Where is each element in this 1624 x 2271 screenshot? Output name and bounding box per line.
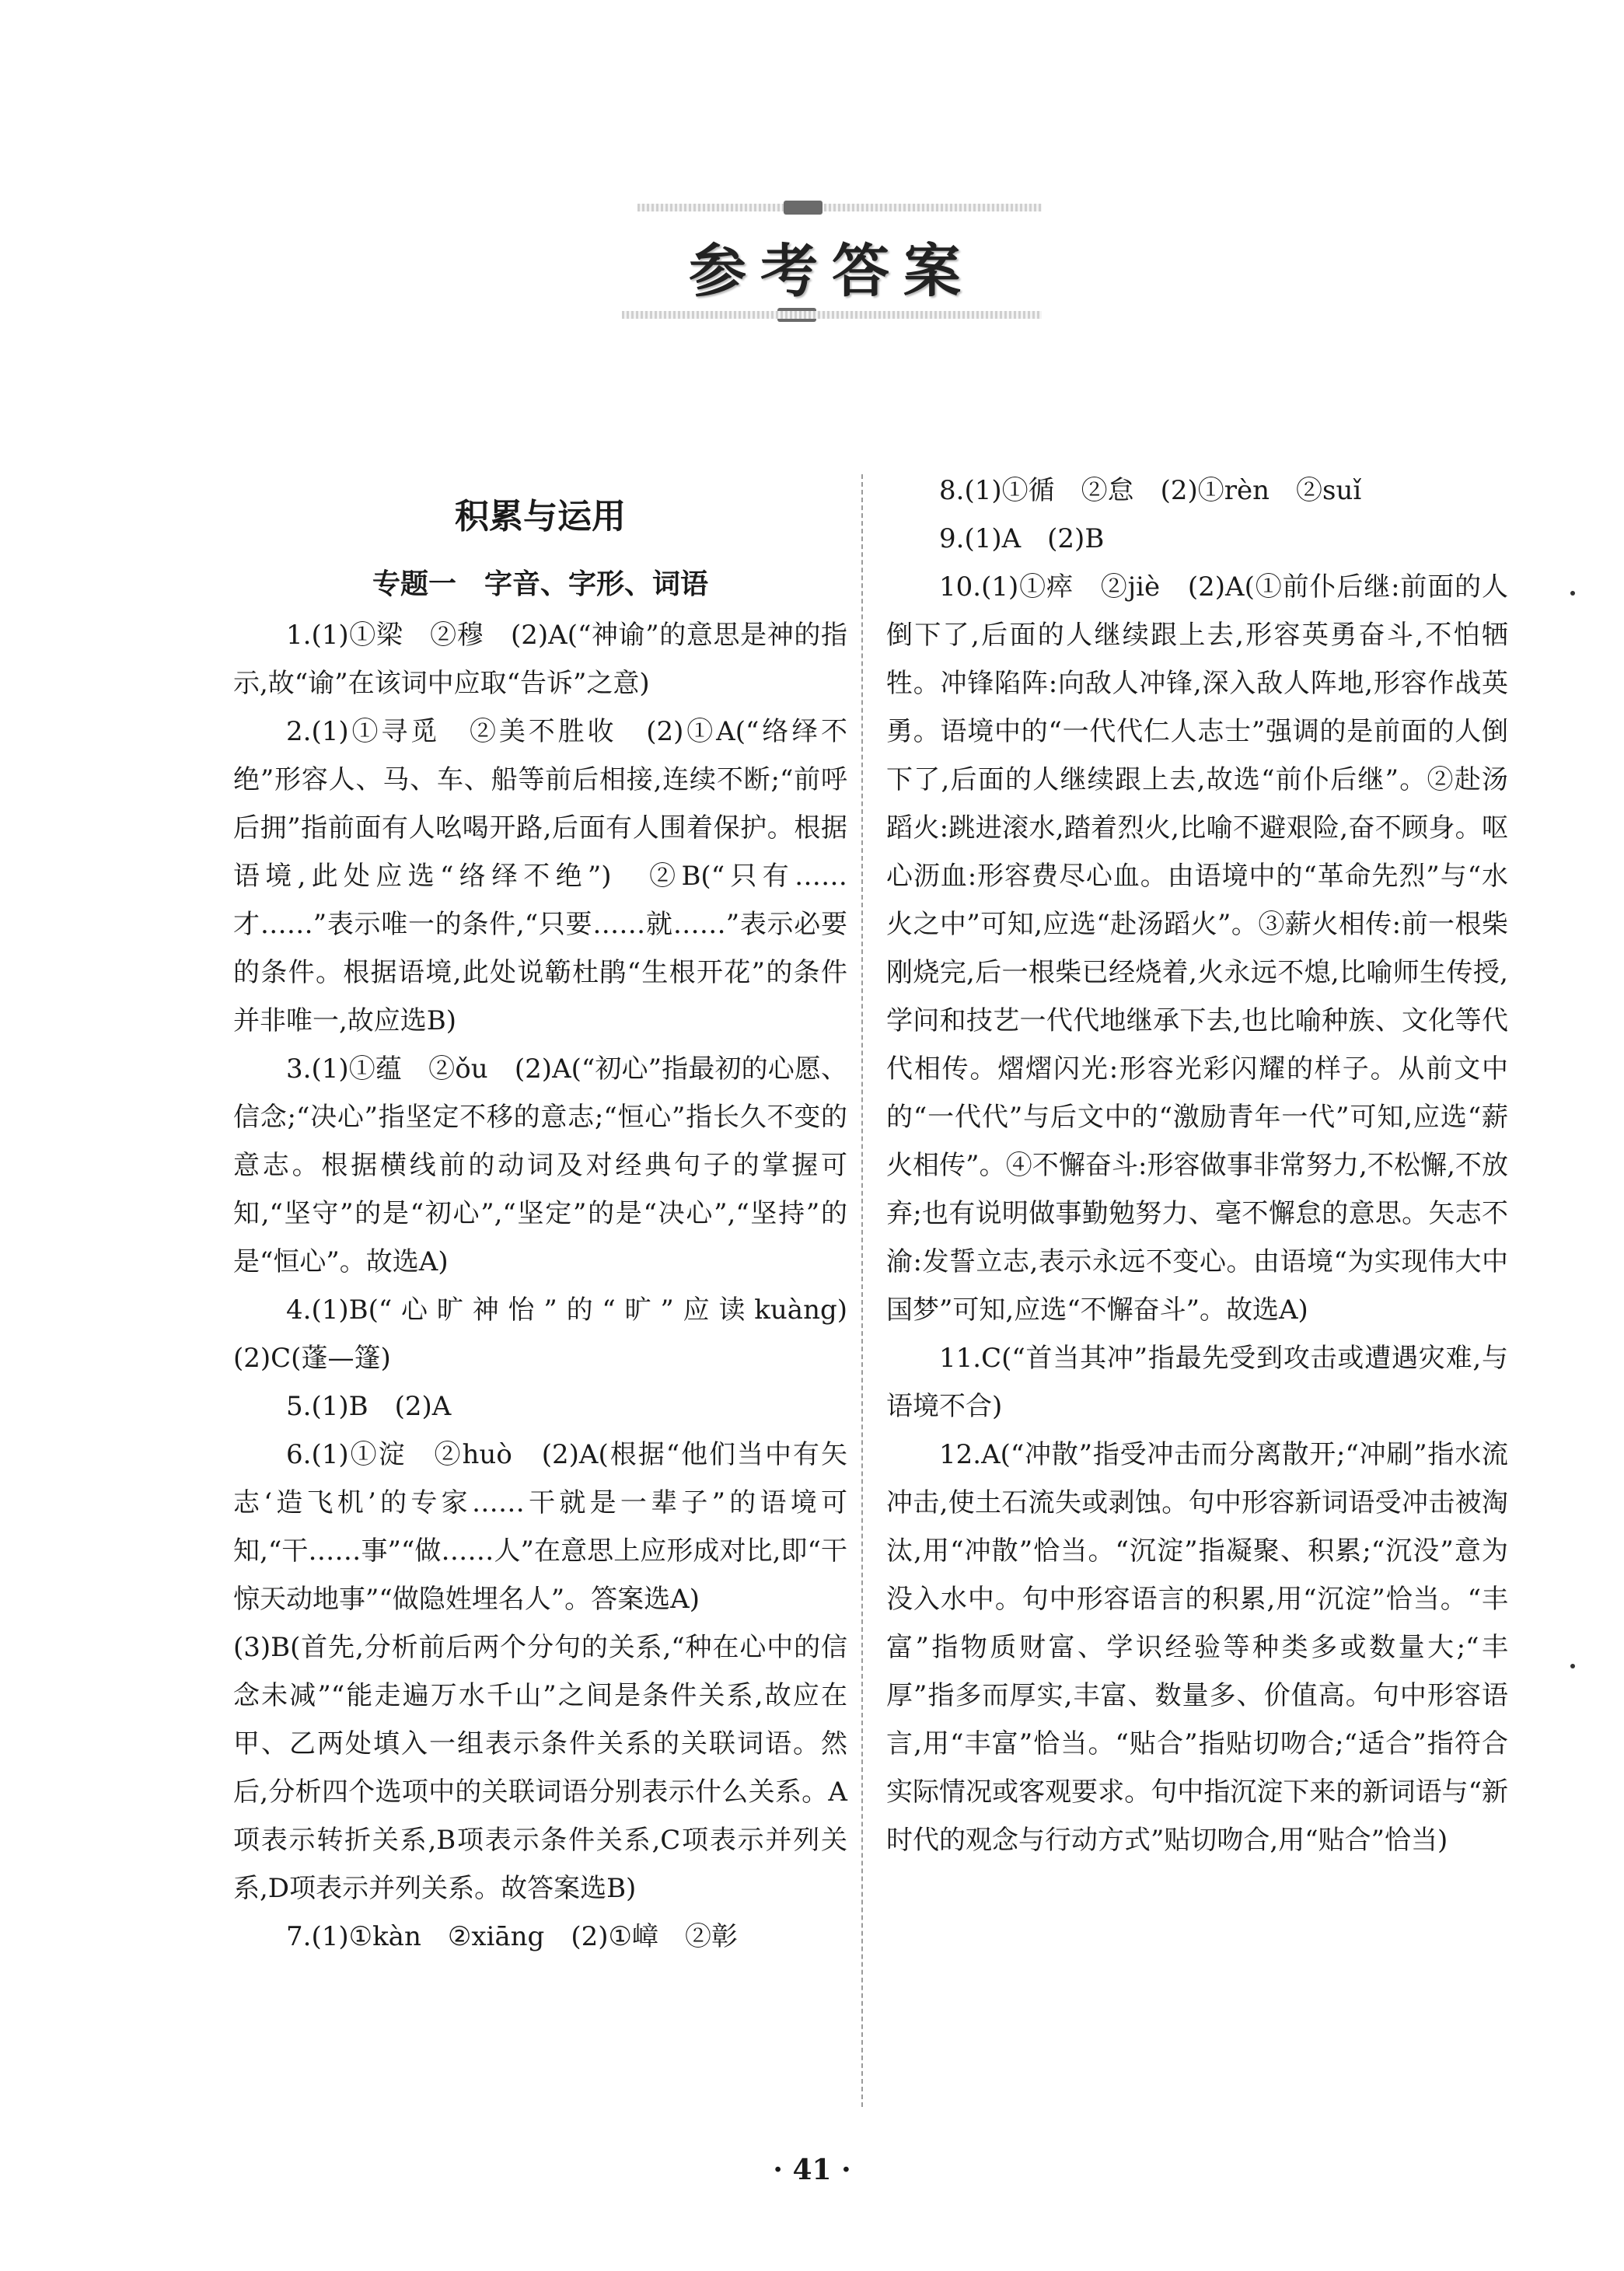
scan-dot xyxy=(1570,1664,1575,1668)
answer-paragraph: 10.(1)①瘁 ②jiè (2)A(①前仆后继:前面的人倒下了,后面的人继续跟上去,形容英勇奋斗,不怕牺牲。冲锋陷阵:向敌人冲锋,深入敌人阵地,形容作战英勇。语境中的“一代代仁人志士”强调的是前面的人倒下了,后面的人继续跟上去,故选“前仆后继”。②赴汤蹈火:跳进滚水,踏着烈火,比喻不避艰险,奋不顾身。呕心沥血:形容费尽心血。由语境中的“革命先烈”与“水火之中”可知,应选“赴汤蹈火”。③薪火相传:前一根柴刚烧完,后一根柴已经烧着,火永远不熄,比喻师生传授,学问和技艺一代代地继承下去,也比喻种族、文化等代代相传。熠熠闪光:形容光彩闪耀的样子。从前文中的“一代代”与后文中的“激励青年一代”可知,应选“薪火相传”。④不懈奋斗:形容做事非常努力,不松懈,不放弃;也有说明做事勤勉努力、毫不懈怠的意思。矢志不渝:发誓立志,表示永远不变心。由语境“为实现伟大中国梦”可知,应选“不懈奋斗”。故选A) xyxy=(886,571,1508,1326)
subsection-title: 专题一 字音、字形、词语 xyxy=(372,568,708,600)
answer-paragraph: 5.(1)B (2)A xyxy=(286,1391,452,1422)
answer-paragraph: 2.(1)①寻觅 ②美不胜收 (2)①A(“络绎不绝”形容人、马、车、船等前后相接,连续不断;“前呼后拥”指前面有人吆喝开路,后面有人围着保护。根据语境,此处应选“络绎不绝”) ②B(“只有……才……”表示唯一的条件,“只要……就……”表示必要的条件。根据语境,此处说簕杜鹃“生根开花”的条件并非唯一,故应选B) xyxy=(233,716,847,1036)
header-rule-bottom xyxy=(622,311,1042,319)
answer-paragraph: 8.(1)①循 ②怠 (2)①rèn ②suǐ xyxy=(939,475,1362,506)
answer-paragraph: 6.(1)①淀 ②huò (2)A(根据“他们当中有矢志‘造飞机’的专家……干就是一辈子”的语境可知,“干……事”“做……人”在意思上应形成对比,即“干惊天动地事”“做隐姓埋名人”。答案选A) xyxy=(233,1439,847,1615)
answer-paragraph: 7.(1)①kàn ②xiāng (2)①嶂 ②彰 xyxy=(286,1921,738,1952)
scan-dot xyxy=(1570,591,1575,596)
answer-paragraph: 11.C(“首当其冲”指最先受到攻击或遭遇灾难,与语境不合) xyxy=(886,1343,1508,1422)
answer-paragraph: 4.(1)B(“心旷神怡”的“旷”应读kuàng) (2)C(蓬—篷) xyxy=(233,1294,874,1374)
page-header xyxy=(614,194,1081,327)
left-column xyxy=(233,466,874,1961)
page-number: · 41 · xyxy=(773,2154,851,2186)
answer-paragraph: 1.(1)①梁 ②穆 (2)A(“神谕”的意思是神的指示,故“谕”在该词中应取“告诉”之意) xyxy=(233,620,847,699)
right-column xyxy=(886,466,1508,1864)
answer-paragraph: 3.(1)①蕴 ②ǒu (2)A(“初心”指最初的心愿、信念;“决心”指坚定不移的意志;“恒心”指长久不变的意志。根据横线前的动词及对经典句子的掌握可知,“坚守”的是“初心”,“坚定”的是“决心”,“坚持”的是“恒心”。故选A) xyxy=(233,1053,847,1277)
section-title: 积累与运用 xyxy=(455,497,626,536)
header-rule-top xyxy=(637,204,1042,211)
answer-paragraph: 9.(1)A (2)B xyxy=(939,523,1105,554)
column-divider xyxy=(861,474,863,2107)
page-title: 参考答案 xyxy=(689,238,975,305)
answer-paragraph: (3)B(首先,分析前后两个分句的关系,“种在心中的信念未减”“能走遍万水千山”之间是条件关系,故应在甲、乙两处填入一组表示条件关系的关联词语。然后,分析四个选项中的关联词语分别表示什么关系。A项表示转折关系,B项表示条件关系,C项表示并列关系,D项表示并列关系。故答案选B) xyxy=(233,1632,847,1904)
header-ornament-top xyxy=(784,201,822,215)
answer-paragraph: 12.A(“冲散”指受冲击而分离散开;“冲刷”指水流冲击,使土石流失或剥蚀。句中形容新词语受冲击被淘汰,用“冲散”恰当。“沉淀”指凝聚、积累;“沉没”意为没入水中。句中形容语言的积累,用“沉淀”恰当。“丰富”指物质财富、学识经验等种类多或数量大;“丰厚”指多而厚实,丰富、数量多、价值高。句中形容语言,用“丰富”恰当。“贴合”指贴切吻合;“适合”指符合实际情况或客观要求。句中指沉淀下来的新词语与“新时代的观念与行动方式”贴切吻合,用“贴合”恰当) xyxy=(886,1439,1508,1856)
